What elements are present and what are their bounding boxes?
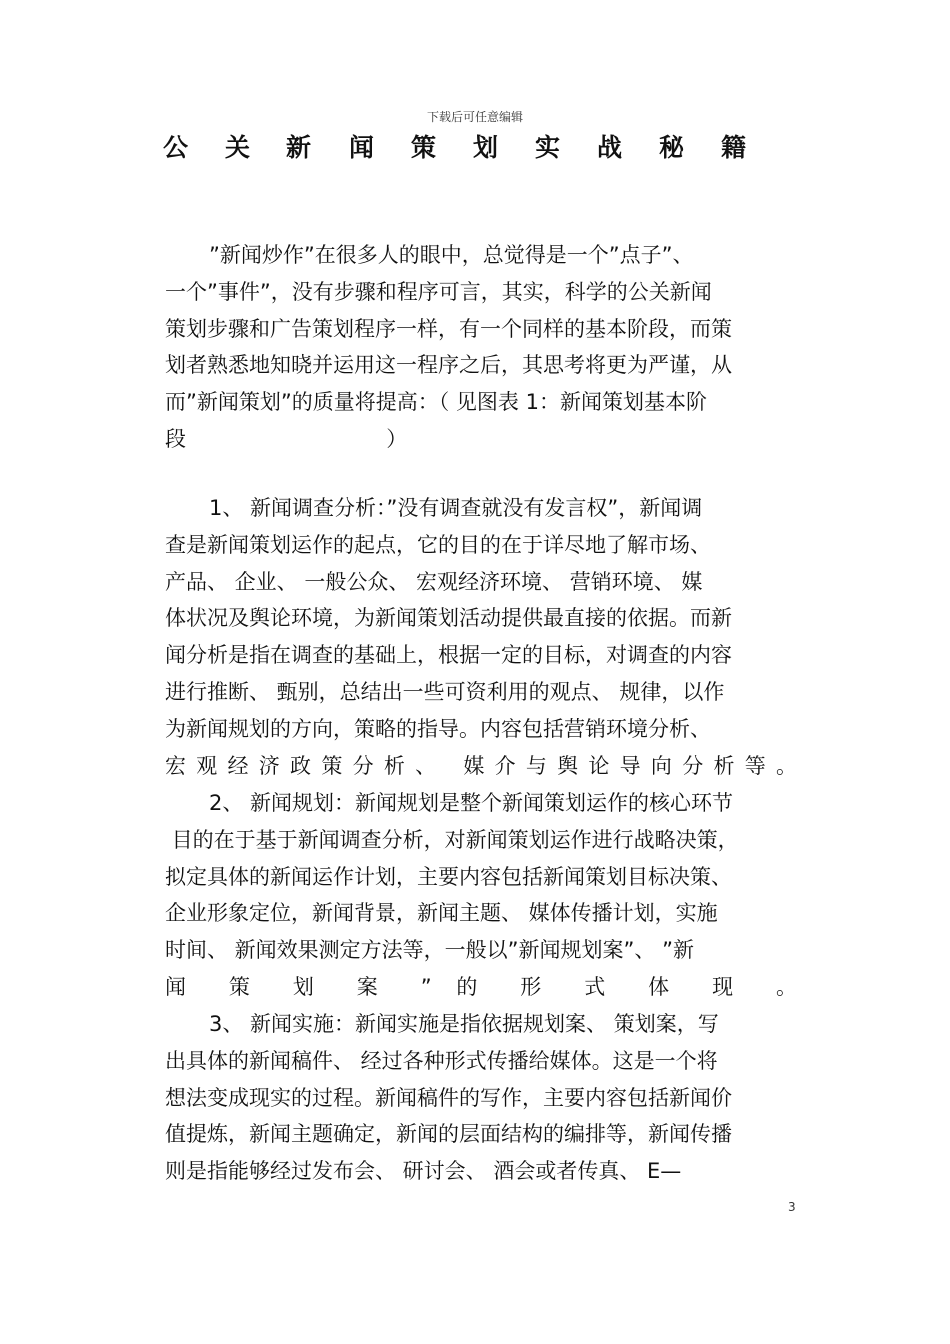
section-3-paragraph — [165, 1006, 797, 1190]
text-line: 闻分析是指在调查的基础上，根据一定的目标，对调查的内容 — [165, 643, 732, 668]
text-line: 值提炼，新闻主题确定，新闻的层面结构的编排等，新闻传播 — [165, 1122, 732, 1147]
text-line: 目的在于基于新闻调查分析，对新闻策划运作进行战略决策， — [165, 827, 739, 852]
title-char: 公 — [163, 133, 189, 162]
text-line: 闻 策 划 案 ” 的 形 式 体 现 。 — [165, 974, 797, 999]
text-line: 产品、 企业、 一般公众、 宏观经济环境、 营销环境、 媒 — [165, 569, 703, 594]
text-line: 想法变成现实的过程。新闻稿件的写作，主要内容包括新闻价 — [165, 1085, 732, 1110]
text-line: 划者熟悉地知晓并运用这一程序之后，其思考将更为严谨，从 — [165, 353, 732, 378]
header-note: 下载后可任意编辑 — [426, 110, 523, 124]
title-char: 闻 — [349, 133, 375, 162]
text-line: 出具体的新闻稿件、 经过各种形式传播给媒体。这是一个将 — [165, 1048, 718, 1073]
title-char: 秘 — [659, 133, 685, 162]
text-line: 查是新闻策划运作的起点，它的目的在于详尽地了解市场、 — [165, 532, 711, 557]
title-char: 新 — [286, 133, 312, 162]
text-line: 1、 新闻调查分析：”没有调查就没有发言权”，新闻调 — [209, 496, 703, 520]
text-line: 宏观经济政策分析、 媒介与舆论导向分析等。 — [165, 753, 797, 778]
text-line: 为新闻规划的方向，策略的指导。内容包括营销环境分析、 — [165, 716, 711, 741]
text-line: 企业形象定位，新闻背景，新闻主题、 媒体传播计划，实施 — [165, 901, 718, 926]
text-line: 而”新闻策划”的质量将提高：（ 见图表 1：新闻策划基本阶 — [165, 390, 707, 415]
text-line: 2、 新闻规划：新闻规划是整个新闻策划运作的核心环节 — [209, 791, 734, 815]
text-line: 体状况及舆论环境，为新闻策划活动提供最直接的依据。而新 — [165, 606, 732, 631]
title-char: 实 — [535, 133, 561, 162]
text-line: 进行推断、 甄别，总结出一些可资利用的观点、 规律，以作 — [165, 679, 725, 704]
section-1-paragraph — [165, 490, 797, 784]
text-line: 时间、 新闻效果测定方法等，一般以”新闻规划案”、 ”新 — [165, 938, 694, 963]
text-line: 则是指能够经过发布会、 研讨会、 酒会或者传真、 E— — [165, 1159, 682, 1184]
text-line: 拟定具体的新闻运作计划，主要内容包括新闻策划目标决策、 — [165, 864, 732, 889]
section-2-paragraph — [165, 785, 797, 1006]
text-line: ”新闻炒作”在很多人的眼中，总觉得是一个”点子”、 — [209, 243, 694, 267]
title-char: 战 — [597, 133, 623, 162]
intro-paragraph — [165, 237, 797, 458]
text-line: 策划步骤和广告策划程序一样，有一个同样的基本阶段，而策 — [165, 316, 732, 341]
title-char: 关 — [225, 133, 251, 162]
title-char: 划 — [473, 133, 499, 162]
text-line: 3、 新闻实施：新闻实施是指依据规划案、 策划案，写 — [209, 1012, 719, 1036]
text-line: 段 ） — [165, 426, 408, 451]
title-char: 籍 — [721, 133, 747, 162]
page-number: 3 — [788, 1200, 796, 1214]
text-line: 一个”事件”，没有步骤和程序可言，其实，科学的公关新闻 — [165, 279, 712, 304]
title-char: 策 — [411, 133, 437, 162]
